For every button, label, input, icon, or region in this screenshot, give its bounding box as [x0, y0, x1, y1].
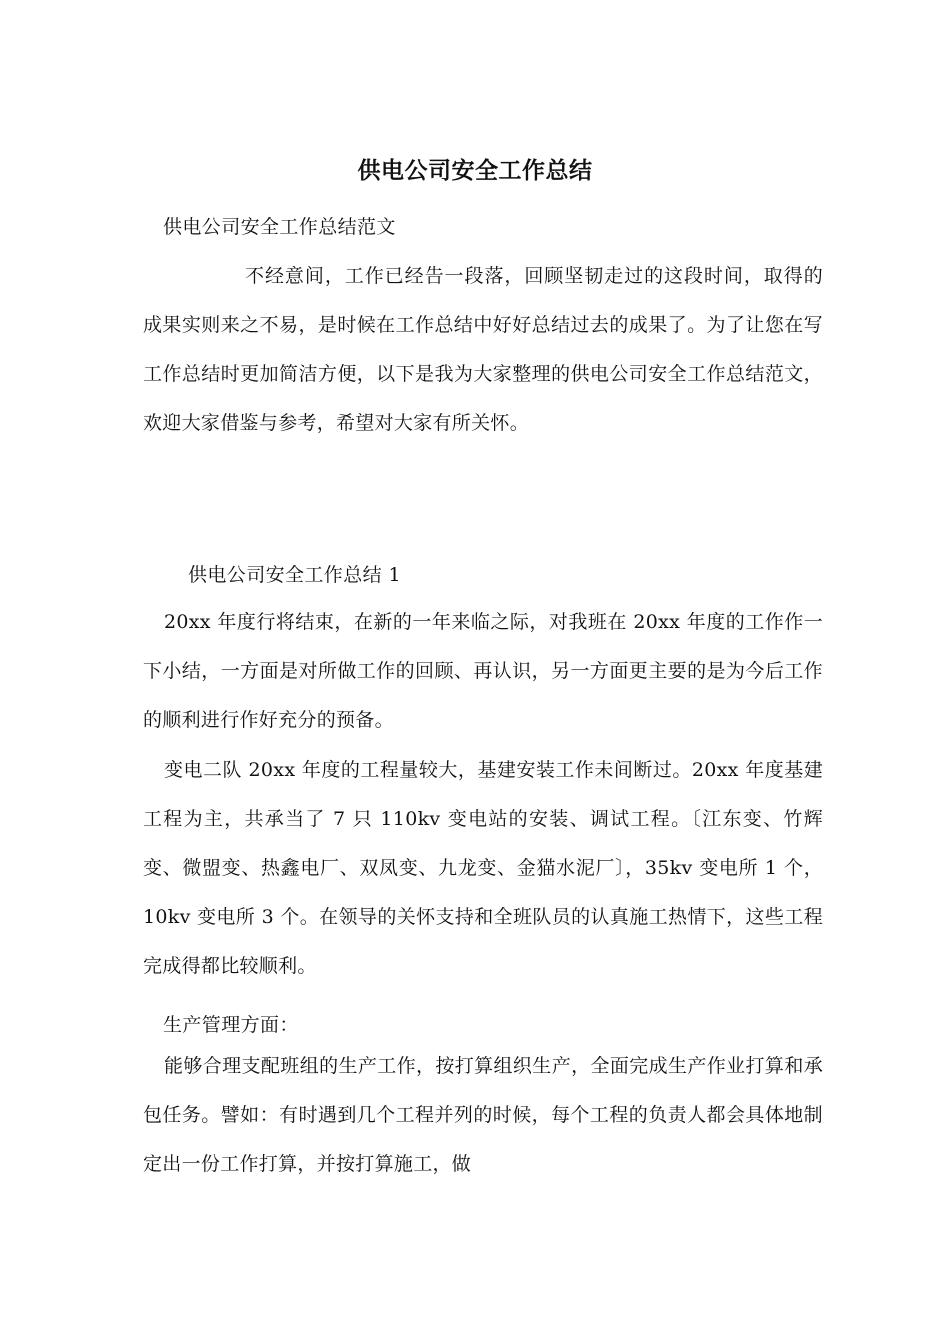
document-subtitle: 供电公司安全工作总结范文: [163, 216, 396, 238]
paragraph-production-management: 能够合理支配班组的生产工作，按打算组织生产，全面完成生产作业打算和承包任务。譬如：有时遇到几个工程并列的时候，每个工程的负责人都会具体地制定出一份工作打算，并按打算施工，做: [143, 1055, 823, 1175]
paragraph-year-summary: 20xx 年度行将结束，在新的一年来临之际，对我班在 20xx 年度的工作作一下小结，一方面是对所做工作的回顾、再认识，另一方面更主要的是为今后工作的顺利进行作好充分的预备。: [143, 611, 823, 731]
intro-paragraph: 不经意间，工作已经告一段落，回顾坚韧走过的这段时间，取得的成果实则来之不易，是时候在工作总结中好好总结过去的成果了。为了让您在写工作总结时更加简洁方便，以下是我为大家整理的供电公司安全工作总结范文，欢迎大家借鉴与参考，希望对大家有所关怀。: [143, 265, 823, 434]
paragraph-substation-projects: 变电二队 20xx 年度的工程量较大，基建安装工作未间断过。20xx 年度基建工程为主，共承当了 7 只 110kv 变电站的安装、调试工程。〔江东变、竹辉变、微盟变、热鑫电厂、双凤变、九龙变、金猫水泥厂〕，35kv 变电所 1 个，10kv 变电所 3 个。在领导的关怀支持和全班队员的认真施工热情下，这些工程完成得都比较顺利。: [143, 759, 823, 977]
section-heading-production-management: 生产管理方面：: [163, 1014, 299, 1036]
section-heading-1: 供电公司安全工作总结 1: [188, 564, 401, 586]
document-title: 供电公司安全工作总结: [357, 157, 593, 184]
